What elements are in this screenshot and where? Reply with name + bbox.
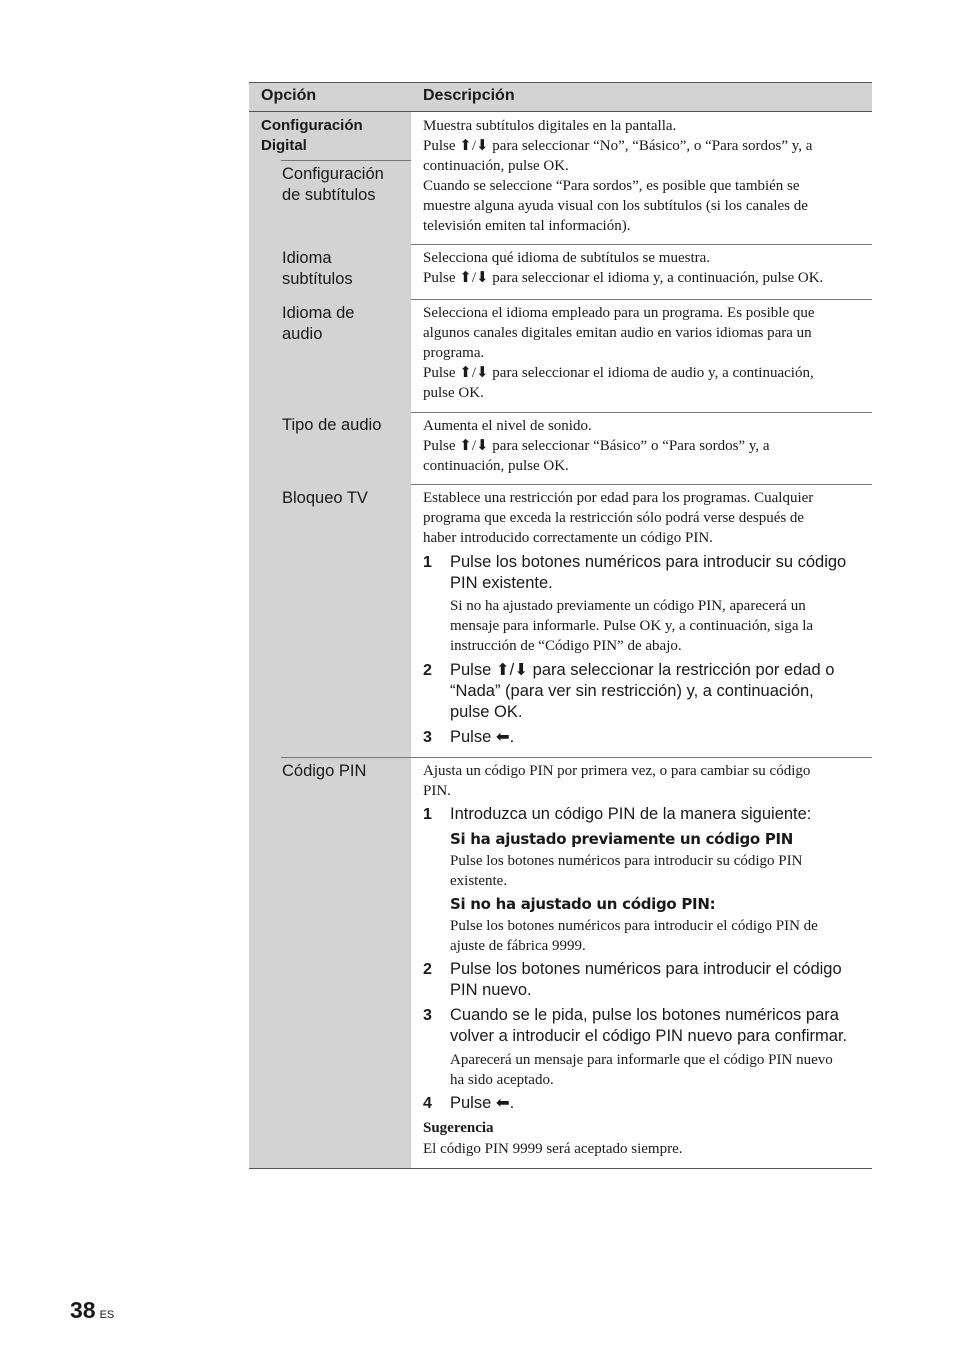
description-audio-type: Aumenta el nivel de sonido. Pulse ⬆/⬇ para seleccionar “Básico” o “Para sordos” y, a continuación, pulse OK. (423, 418, 770, 474)
tip-title: Sugerencia (423, 1120, 494, 1136)
option-divider (281, 757, 411, 758)
description-subtitle-language: Selecciona qué idioma de subtítulos se muestra. Pulse ⬆/⬇ para seleccionar el idioma y, a continuación, pulse OK. (423, 250, 824, 286)
lock-step-1: Pulse los botones numéricos para introducir su código PIN existente. (450, 553, 847, 592)
step-number: 3 (423, 1007, 432, 1024)
tip-text: El código PIN 9999 será aceptado siempre. (423, 1141, 683, 1157)
step-number: 4 (423, 1095, 432, 1112)
option-audio-type: Tipo de audio (282, 416, 382, 434)
header-description: Descripción (423, 87, 515, 104)
pin-subheading-2: Si no ha ajustado un código PIN: (450, 895, 716, 913)
header-option: Opción (261, 87, 317, 104)
step-number: 2 (423, 662, 432, 679)
row-divider (411, 757, 872, 758)
page-footer (70, 1297, 114, 1324)
page-language: ES (99, 1309, 115, 1321)
row-divider (411, 244, 872, 245)
pin-step-1: Introduzca un código PIN de la manera siguiente: (450, 805, 812, 823)
row-divider (411, 484, 872, 485)
row-divider (411, 412, 872, 413)
step-number: 3 (423, 729, 432, 746)
lock-step-3: Pulse ⬅. (450, 728, 515, 746)
option-parental-lock: Bloqueo TV (282, 489, 368, 507)
table-header (249, 83, 872, 112)
pin-step-3: Cuando se le pida, pulse los botones numéricos para volver a introducir el código PIN nuevo para confirmar. (450, 1006, 848, 1045)
pin-subtext-2: Pulse los botones numéricos para introducir el código PIN de ajuste de fábrica 9999. (450, 918, 818, 954)
description-audio-language: Selecciona el idioma empleado para un programa. Es posible que algunos canales digitales emitan audio en varios idiomas para un programa. Pulse ⬆/⬇ para seleccionar el idioma de audio y, a continuación, pulse OK. (423, 305, 815, 401)
pin-step-4: Pulse ⬅. (450, 1094, 515, 1112)
option-divider (281, 160, 411, 161)
option-pin-code: Código PIN (282, 762, 367, 780)
step-number: 2 (423, 961, 432, 978)
step-number: 1 (423, 554, 432, 571)
option-subtitle-settings: Configuración de subtítulos (282, 165, 384, 204)
pin-subtext-1: Pulse los botones numéricos para introducir su código PIN existente. (450, 853, 803, 889)
lock-step-2: Pulse ⬆/⬇ para seleccionar la restricción por edad o “Nada” (para ver sin restricción) y, a continuación, pulse OK. (450, 661, 835, 721)
option-subtitle-language: Idioma subtítulos (282, 249, 353, 288)
pin-subheading-1: Si ha ajustado previamente un código PIN (450, 830, 794, 848)
lock-step-1-note: Si no ha ajustado previamente un código PIN, aparecerá un mensaje para informarle. Pulse OK y, a continuación, siga la instrucción de “Código PIN” de abajo. (450, 598, 814, 654)
group-title: Configuración Digital (261, 117, 363, 154)
page-number: 38 (70, 1297, 96, 1323)
options-table (249, 82, 872, 1169)
step-number: 1 (423, 806, 432, 823)
description-parental-lock: Establece una restricción por edad para los programas. Cualquier programa que exceda la restricción sólo podrá verse después de haber introducido correctamente un código PIN. (423, 490, 814, 546)
description-pin-code: Ajusta un código PIN por primera vez, o para cambiar su código PIN. (423, 763, 811, 799)
pin-step-2: Pulse los botones numéricos para introducir el código PIN nuevo. (450, 960, 842, 999)
pin-step-3-note: Aparecerá un mensaje para informarle que el código PIN nuevo ha sido aceptado. (450, 1052, 833, 1088)
description-subtitle-settings: Muestra subtítulos digitales en la pantalla. Pulse ⬆/⬇ para seleccionar “No”, “Básico”, o “Para sordos” y, a continuación, pulse OK. Cuando se seleccione “Para sordos”, es posible que también se muestre alguna ayuda visual con los subtítulos (si los canales de televisión emiten tal información). (423, 118, 813, 234)
option-audio-language: Idioma de audio (282, 304, 355, 343)
row-divider (411, 299, 872, 300)
